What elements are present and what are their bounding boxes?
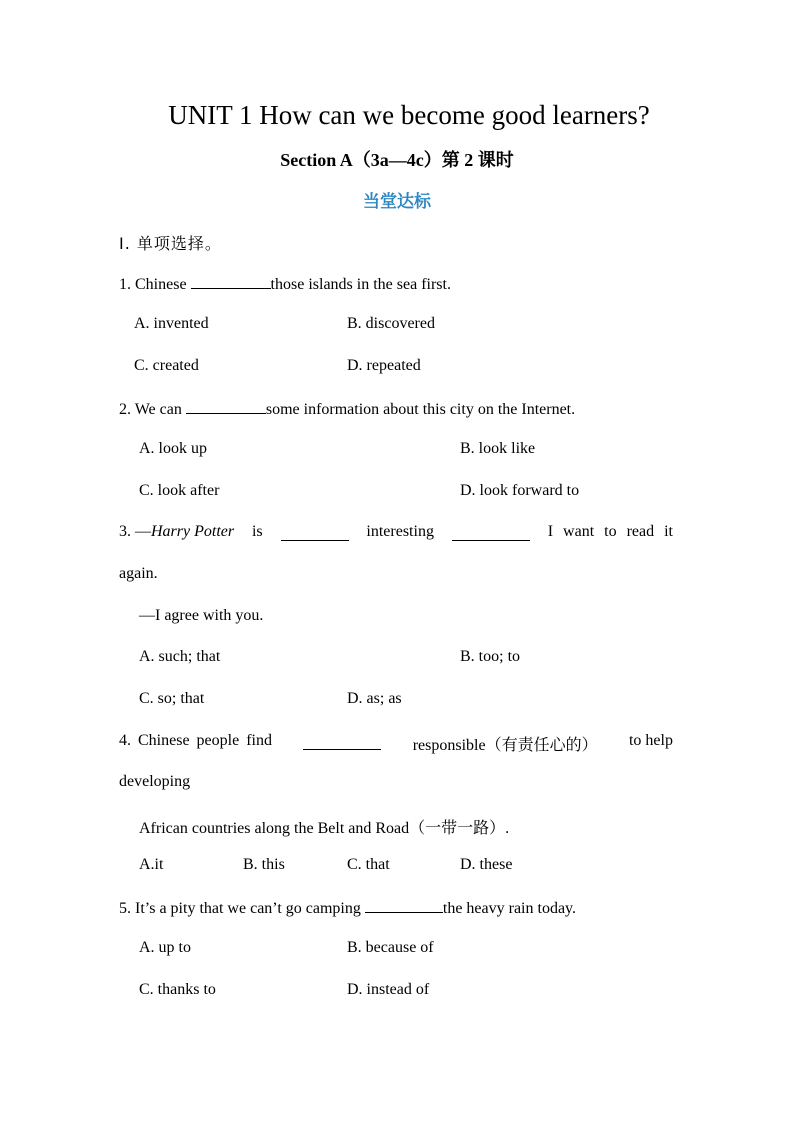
q1-option-d: D. repeated <box>347 357 421 374</box>
q5-option-c: C. thanks to <box>139 981 216 998</box>
q5-option-d: D. instead of <box>347 981 430 998</box>
question-4: 4. Chinese people find responsible（有责任心的） to help <box>119 732 673 754</box>
answer-blank <box>365 898 443 913</box>
q2-option-d: D. look forward to <box>460 482 580 499</box>
answer-blank <box>191 274 271 289</box>
q2-option-c: C. look after <box>139 482 220 499</box>
question-3-continued: again. <box>119 565 158 582</box>
q4-option-a: A.it <box>139 856 164 873</box>
q3-option-a: A. such; that <box>139 648 221 665</box>
q3-option-c: C. so; that <box>139 690 205 707</box>
q1-option-c: C. created <box>134 357 199 374</box>
q5-option-a: A. up to <box>139 939 191 956</box>
question-5: 5. It’s a pity that we can’t go camping the heavy rain today. <box>119 900 577 917</box>
lesson-tag: 当堂达标 <box>363 192 431 212</box>
q1-option-a: A. invented <box>134 315 209 332</box>
answer-blank <box>281 526 349 541</box>
section-heading: Ⅰ. 单项选择。 <box>119 234 222 253</box>
q2-option-b: B. look like <box>460 440 536 457</box>
question-2: 2. We can some information about this city on the Internet. <box>119 401 576 418</box>
question-4-continued-2: African countries along the Belt and Road（一带一路）. <box>139 820 510 837</box>
question-4-continued: developing <box>119 773 191 790</box>
q4-option-b: B. this <box>243 856 285 873</box>
q3-option-b: B. too; to <box>460 648 521 665</box>
q4-option-c: C. that <box>347 856 390 873</box>
q1-option-b: B. discovered <box>347 315 435 332</box>
q5-option-b: B. because of <box>347 939 434 956</box>
answer-blank <box>452 526 530 541</box>
question-3-reply: —I agree with you. <box>139 607 264 624</box>
question-1: 1. Chinese those islands in the sea first. <box>119 276 451 293</box>
question-3: 3. —Harry Potter is interesting I want to read it <box>119 523 673 540</box>
answer-blank <box>303 735 381 750</box>
q2-option-a: A. look up <box>139 440 207 457</box>
book-title: Harry Potter <box>151 523 235 540</box>
answer-blank <box>186 399 266 414</box>
section-subtitle: Section A（3a—4c）第 2 课时 <box>280 150 514 170</box>
q3-option-d: D. as; as <box>347 690 402 707</box>
page-title: UNIT 1 How can we become good learners? <box>168 100 650 130</box>
q4-option-d: D. these <box>460 856 513 873</box>
